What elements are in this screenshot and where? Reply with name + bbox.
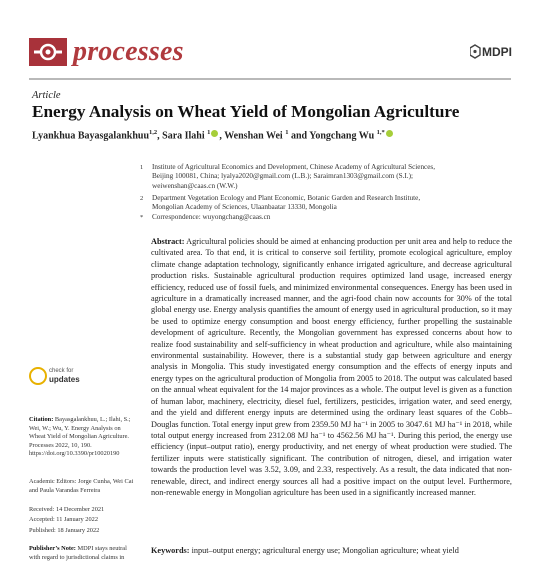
abstract-text: Agricultural policies should be aimed at enhancing production per unit area and help to reduce the cultivated area. To that end, it is critical to conserve soil fertility, promote ecological agriculture, employ climate change adaptation technology, significantly enhance irrigated agriculture, and decrease agricultural production risks. Sustainable agricultural production requires optimized land usage, increased energy efficiency, reduced use of fossil fuels, and minimized environmental consequences. Energy has been used in agriculture in a dramatically increased manner, and the agri-food chain now accounts for 30% of the total global energy use. Energy analysis quantifies the amount of energy used in agricultural production, so it may be used to optimize energy consumption and boost energy efficiency, further propelling the sustainable development of agriculture. Recently, the Mongolian government has expressed concerns about how to realize food sustainability and self-sufficiency in wheat production and agriculture, while also maintaining environmental sustainability. However, there is a substantial study gap between agriculture and energy analysis in Mongolia. This study investigated energy consumption and the effects of energy inputs and energy types on the agricultural production of Mongolia from 2005 to 2018. The output was calculated based on the annual wheat equivalent for the 14 major provinces as a whole. The output level is given as a function of human labor, machinery, electricity, diesel fuel, fertilizers, pesticides, irrigation water, and seed energy, and the yield and different energy inputs are determined using the ordinary least squares of the Cobb–Douglas function. Total energy input grew from 2359.50 MJ ha⁻¹ in 2005 to 3047.61 MJ ha⁻¹ in 2018, while total output energy increased from 2312.08 MJ ha⁻¹ to 4562.56 MJ ha⁻¹. During this period, the energy use efficiency (input–output ratio), energy productivity, and net energy of wheat production were studied. The fertilizer inputs were statistically significant. The contribution of nitrogen, diesel, and irrigation water towards the production level was 3.52, 3.09, and 2.33, respectively. As a result, the data indicated that non-renewable, direct, and indirect energy sources all had a positive impact on the output level. Furthermore, non-renewable energy in Mongolian agriculture has been used in a significantly increased manner. [151, 237, 512, 497]
author-separator: and [288, 130, 310, 142]
check-updates-line1[interactable]: check for [49, 368, 74, 374]
published-date: Published: 18 January 2022 [29, 527, 100, 534]
keywords-label: Keywords: [151, 546, 190, 555]
affiliation-mark: * [140, 214, 144, 221]
affiliation-line: Department Vegetation Ecology and Plant Economic, Botanic Garden and Research Institute, [152, 194, 421, 202]
author-affiliation-mark: 1,* [376, 129, 385, 136]
publisher-note [29, 545, 137, 562]
header-divider [29, 78, 511, 80]
author-separator: , [157, 130, 163, 142]
affiliation-line: Institute of Agricultural Economics and Development, Chinese Academy of Agricultural Sciences, [152, 163, 436, 171]
affiliation-line: Beijing 100081, China; lyalya2020@gmail.com (L.B.); Saraimran1303@gmail.com (S.I.); [152, 172, 413, 181]
keywords [151, 545, 512, 556]
editors-text: Jorge Cunha, Wei Cai and Paula Varandas Ferreira [29, 478, 134, 494]
affiliation-2 [140, 194, 512, 213]
author-name: Wenshan Wei [224, 130, 283, 142]
author-affiliation-mark: 1 [285, 129, 289, 136]
affiliation-mark: 2 [140, 195, 144, 202]
correspondence [140, 213, 512, 222]
article-title: Energy Analysis on Wheat Yield of Mongolian Agriculture [32, 102, 460, 121]
editors-label: Academic Editors: [29, 478, 77, 485]
author-separator: , [219, 130, 225, 142]
orcid-icon[interactable] [211, 130, 218, 137]
author-name: Yongchang Wu [309, 130, 375, 142]
affiliation-line: weiwenshan@caas.cn (W.W.) [152, 181, 238, 190]
citation-label: Citation: [29, 416, 54, 423]
citation-block [29, 416, 137, 459]
publisher-note-text: MDPI stays neutral with regard to jurisdictional claims in [29, 545, 127, 561]
received-date: Received: 14 December 2021 [29, 506, 105, 513]
academic-editors [29, 478, 137, 495]
check-updates-icon[interactable] [29, 367, 47, 385]
abstract-label: Abstract: [151, 237, 185, 246]
author-list [32, 129, 394, 141]
affiliation-1 [140, 163, 512, 191]
author-name: Sara Ilahi [162, 130, 205, 142]
author-name: Lyankhua Bayasgalankhuu [32, 130, 150, 142]
accepted-date: Accepted: 11 January 2022 [29, 516, 98, 523]
journal-logo-icon [29, 38, 67, 66]
abstract [151, 236, 512, 498]
keywords-text: input–output energy; agricultural energy use; Mongolian agriculture; wheat yield [191, 546, 459, 555]
check-updates-line2[interactable]: updates [49, 375, 80, 384]
correspondence-line: Correspondence: wuyongchang@caas.cn [152, 213, 271, 221]
affiliation-line: Mongolian Academy of Sciences, Ulaanbaatar 13330, Mongolia [152, 203, 337, 212]
citation-text[interactable]: Bayasgalankhuu, L.; Ilahi, S.; Wei, W.; Wu, Y. Energy Analysis on Wheat Yield of Mongolian Agriculture. Processes 2022, 10, 190. https://doi.org/10.3390/pr10020190 [29, 416, 131, 458]
article-type: Article [32, 90, 61, 101]
author-affiliation-mark: 1 [207, 129, 211, 136]
publisher-name: MDPI [482, 45, 512, 59]
affiliation-mark: 1 [140, 164, 144, 171]
journal-name: processes [73, 36, 184, 67]
orcid-icon[interactable] [386, 130, 393, 137]
publisher-note-label: Publisher’s Note: [29, 545, 76, 552]
author-affiliation-mark: 1,2 [149, 129, 158, 136]
